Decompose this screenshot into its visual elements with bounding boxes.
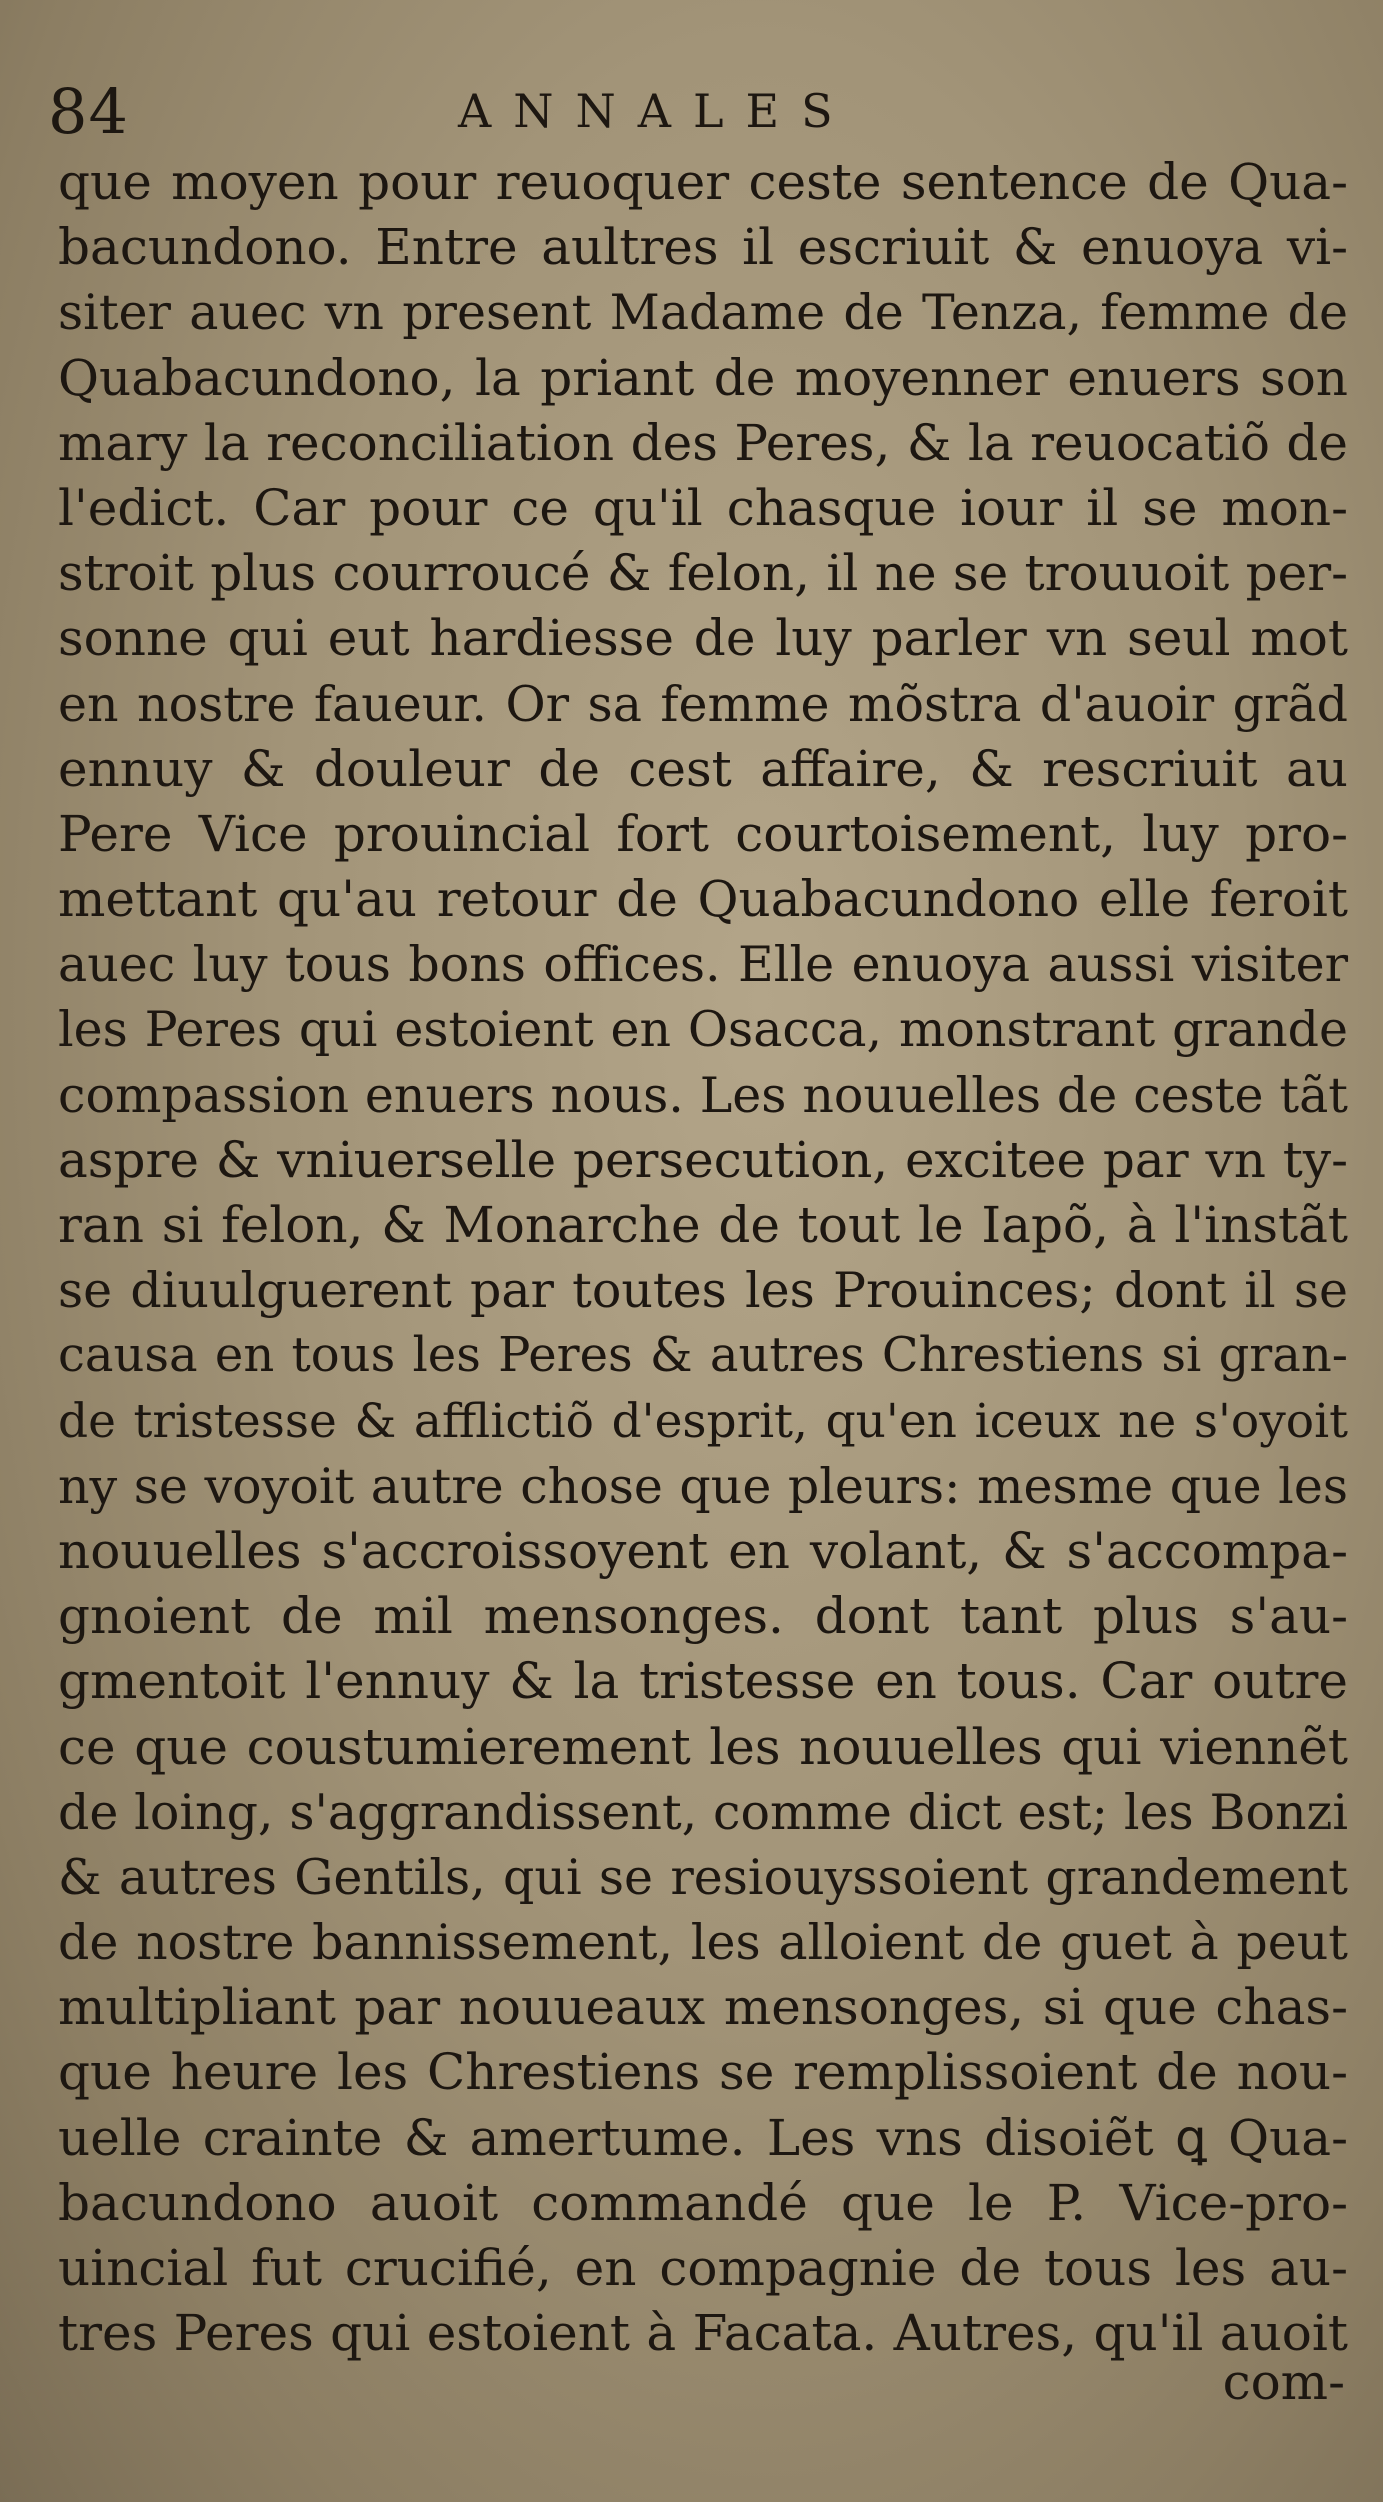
text-line: de tristesse & afflictiõ d'esprit, qu'en iceux ne s'oyoit (58, 1393, 1348, 1449)
text-line: stroit plus courroucé & felon, il ne se trouuoit per- (58, 544, 1348, 603)
text-line: sonne qui eut hardiesse de luy parler vn seul mot (58, 609, 1348, 668)
text-line: bacundono auoit commandé que le P. Vice-pro- (58, 2173, 1348, 2232)
text-line: nouuelles s'accroissoyent en volant, & s'accompa- (58, 1521, 1348, 1580)
text-line: multipliant par nouueaux mensonges, si que chas- (58, 1978, 1348, 2037)
text-line: que heure les Chrestiens se remplissoient de nou- (58, 2043, 1348, 2102)
text-line: se diuulguerent par toutes les Prouinces; dont il se (58, 1262, 1348, 1320)
text-line: Pere Vice prouincial fort courtoisement, luy pro- (58, 804, 1348, 863)
text-line: ennuy & douleur de cest affaire, & rescriuit au (58, 739, 1348, 798)
text-line: en nostre faueur. Or sa femme mõstra d'auoir grãd (58, 675, 1348, 733)
text-line: uincial fut crucifié, en compagnie de tous les au- (58, 2239, 1348, 2297)
text-line: ce que coustumierement les nouuelles qui viennẽt (58, 1717, 1348, 1776)
text-line: mettant qu'au retour de Quabacundono elle feroit (58, 870, 1348, 929)
text-line: compassion enuers nous. Les nouuelles de ceste tãt (58, 1066, 1348, 1124)
text-line: de loing, s'aggrandissent, comme dict est; les Bonzi (58, 1783, 1348, 1841)
text-line: Quabacundono, la priant de moyenner enuers son (58, 348, 1348, 407)
text-line: bacundono. Entre aultres il escriuit & enuoya vi- (58, 218, 1348, 277)
text-line: tres Peres qui estoient à Facata. Autres, qu'il auoit (58, 2304, 1348, 2363)
text-line: gnoient de mil mensonges. dont tant plus s'au- (58, 1587, 1348, 1646)
text-line: ny se voyoit autre chose que pleurs: mesme que les (58, 1457, 1348, 1515)
text-line: de nostre bannissement, les alloient de guet à peut (58, 1914, 1348, 1972)
text-line: ran si felon, & Monarche de tout le Iapõ, à l'instãt (58, 1196, 1348, 1254)
catchword: com- (1222, 2353, 1345, 2411)
text-line: l'edict. Car pour ce qu'il chasque iour il se mon- (58, 478, 1348, 537)
text-line: causa en tous les Peres & autres Chrestiens si gran- (58, 1327, 1348, 1384)
text-line: mary la reconciliation des Peres, & la reuocatiõ de (58, 413, 1348, 472)
text-line: siter auec vn present Madame de Tenza, femme de (58, 284, 1348, 342)
text-line: auec luy tous bons offices. Elle enuoya aussi visiter (58, 936, 1348, 994)
text-line: uelle crainte & amertume. Les vns disoiẽt ꝗ Qua- (58, 2108, 1348, 2167)
text-line: gmentoit l'ennuy & la tristesse en tous. Car outre (58, 1652, 1348, 1711)
text-line: les Peres qui estoient en Osacca, monstrant grande (58, 1001, 1348, 1059)
page-number: 84 (48, 75, 129, 148)
text-line: que moyen pour reuoquer ceste sentence de Qua- (58, 153, 1348, 211)
text-line: & autres Gentils, qui se resiouyssoient grandement (58, 1848, 1348, 1906)
text-line: aspre & vniuerselle persecution, excitee par vn ty- (58, 1130, 1348, 1189)
running-head: ANNALES (458, 84, 855, 138)
page-header (48, 72, 1348, 152)
body-text (58, 150, 1348, 2366)
